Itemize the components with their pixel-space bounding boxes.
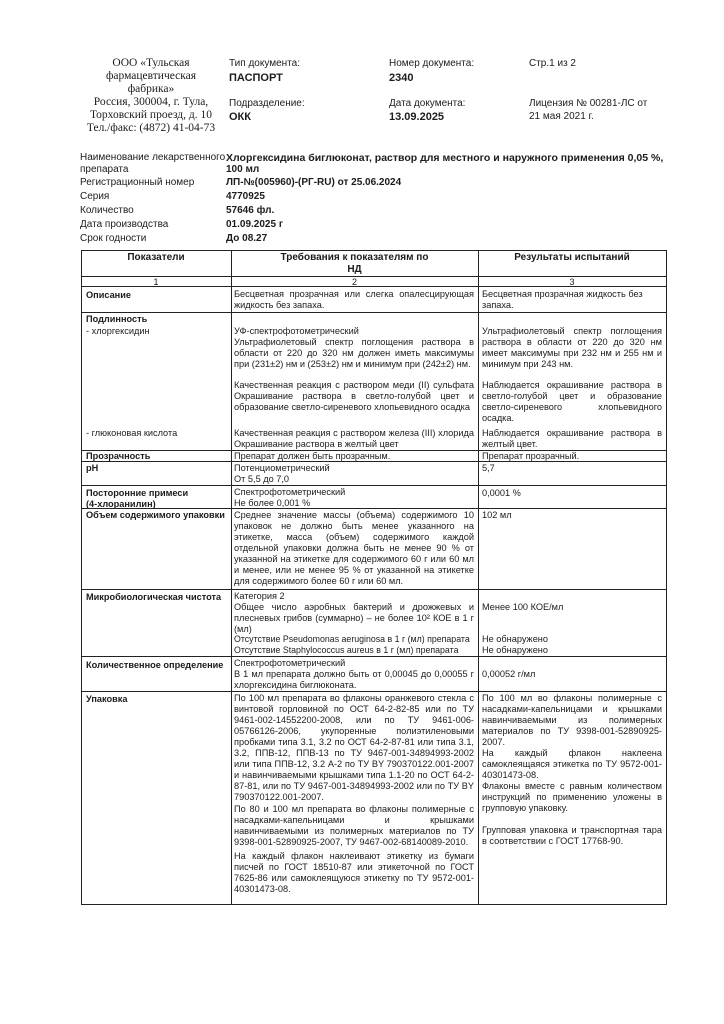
- row-quant-req-method: Спектрофотометрический: [234, 658, 346, 668]
- row-volume-name: Объем содержимого упаковки: [86, 510, 225, 520]
- row-identity-req-uv-method: УФ-спектрофотометрический: [234, 326, 359, 336]
- row-identity-req-iron: Качественная реакция с раствором железа (III) хлорида Окрашивание раствора в желтый цвет: [234, 428, 474, 449]
- row-identity-name: Подлинность: [86, 314, 148, 324]
- series-label: Серия: [80, 191, 110, 202]
- production-date-label: Дата производства: [80, 219, 169, 230]
- row-description-req: Бесцветная прозрачная или слегка опалесцирующая жидкость без запаха.: [234, 289, 474, 310]
- row-ph-name: pH: [86, 463, 99, 473]
- doc-date: 13.09.2025: [389, 111, 445, 123]
- row-micro-res-pseudomonas: Не обнаружено: [482, 634, 548, 644]
- col-header-requirements-line1: Требования к показателям по: [280, 252, 429, 263]
- series-value: 4770925: [226, 191, 265, 202]
- row-impurities-name: Посторонние примеси: [86, 488, 189, 498]
- row-identity-res-copper: Наблюдается окрашивание раствора в светло-голубой цвет и образование светло-сиреневого хлопьевидного осадка.: [482, 380, 662, 423]
- doc-type: ПАСПОРТ: [229, 72, 283, 84]
- row-packaging-res-transport: Групповая упаковка и транспортная тара в соответствии с ГОСТ 17768-90.: [482, 825, 662, 846]
- expiry-date: До 08.27: [226, 233, 268, 244]
- col-header-results: Результаты испытаний: [514, 252, 630, 263]
- quantity-label: Количество: [80, 205, 134, 216]
- row-impurities-name-2: (4-хлоранилин): [86, 499, 156, 508]
- row-quant-req: В 1 мл препарата должно быть от 0,00045 до 0,00055 г хлоргексидина биглюконата.: [234, 669, 474, 690]
- company-phone: Тел./факс: (4872) 41-04-73: [86, 122, 216, 134]
- row-packaging-req-glass: По 100 мл препарата во флаконы оранжевого стекла с винтовой горловиной по ОСТ 64-2-82-85 или по ТУ 9461-002-14552200-2008, или по ТУ 9461-006-05766126-2006, укупоренные полиэтиленовыми пробками типа 3.1, 3.2 по ОСТ 64-2-87-81 или типа 3.1, 3.2, ППВ-12, ППВ-13 по ТУ 9467-001-34894993-2002 или типа ППВ-12, 3.2 А-2 по ТУ BY 790370122.001-2007 и навинчиваемыми крышками типа 1.1-20 по ОСТ 64-2-87-81, или по ТУ 9467-001-34894993-2002 или по ТУ BY 790370122.001-2007.: [234, 693, 474, 802]
- product-name-label: Наименование лекарственного: [80, 152, 226, 163]
- row-transparency-name: Прозрачность: [86, 451, 151, 461]
- row-micro-req-pseudomonas: Отсутствие Pseudomonas aeruginosa в 1 г (мл) препарата: [234, 634, 470, 644]
- row-quant-res: 0,00052 г/мл: [482, 669, 536, 679]
- license-date: 21 мая 2021 г.: [529, 111, 594, 122]
- expiry-label: Срок годности: [80, 233, 147, 244]
- row-impurities-req-limit: Не более 0,001 %: [234, 498, 311, 508]
- license-number: Лицензия № 00281-ЛС от: [529, 98, 648, 109]
- company-block: [72, 57, 230, 135]
- col-header-requirements-line2: НД: [347, 264, 362, 275]
- company-name-line2: фармацевтическая: [105, 70, 197, 82]
- row-transparency-res: Препарат прозрачный.: [482, 451, 580, 461]
- row-volume-res: 102 мл: [482, 510, 512, 520]
- col-header-indicators: Показатели: [127, 252, 185, 263]
- row-identity-res-uv: Ультрафиолетовый спектр поглощения раствора в области от 220 до 320 нм имеет максимумы при 232 нм и 255 нм и минимум при 243 нм.: [482, 326, 662, 369]
- row-quant-name: Количественное определение: [86, 660, 224, 670]
- product-info: [80, 152, 680, 244]
- row-packaging-req-label: На каждый флакон наклеивают этикетку из бумаги писчей по ГОСТ 18510-87 или этикеточной по ГОСТ 7625-86 или самоклеящуюся этикетку по ТУ 9572-001-40301473-08.: [234, 851, 474, 894]
- product-name-label-2: препарата: [80, 164, 129, 175]
- row-packaging-res-label: На каждый флакон наклеена самоклеящаяся этикетка по ТУ 9572-001-40301473-08.: [482, 748, 662, 780]
- row-packaging-name: Упаковка: [86, 694, 128, 704]
- doc-number: 2340: [389, 72, 414, 84]
- row-micro-res-total: Менее 100 КОЕ/мл: [482, 602, 564, 612]
- production-date: 01.09.2025 г: [226, 219, 283, 230]
- row-micro-name: Микробиологическая чистота: [86, 592, 222, 602]
- row-description-res: Бесцветная прозрачная жидкость без запаха.: [482, 289, 643, 310]
- row-impurities-res: 0,0001 %: [482, 488, 521, 498]
- reg-label: Регистрационный номер: [80, 177, 195, 188]
- doc-number-label: Номер документа:: [389, 58, 475, 69]
- row-transparency-req: Препарат должен быть прозрачным.: [234, 451, 391, 461]
- row-ph-res: 5,7: [482, 463, 495, 473]
- row-identity-req-copper: Качественная реакция с раствором меди (II) сульфата Окрашивание раствора в светло-голубой цвет и образование светло-сиреневого хлопьевидного осадка: [234, 380, 474, 412]
- col-number-2: 2: [351, 277, 357, 287]
- company-name-line3: фабрика»: [127, 83, 175, 95]
- col-number-1: 1: [153, 277, 159, 287]
- row-ph-req-method: Потенциометрический: [234, 463, 330, 473]
- row-description-name: Описание: [86, 290, 131, 300]
- row-ph-req-range: От 5,5 до 7,0: [234, 474, 290, 484]
- row-packaging-res-group: Флаконы вместе с равным количеством инструкций по применению уложены в групповую упаковку.: [482, 781, 662, 813]
- company-address-line2: Торховский проезд, д. 10: [89, 109, 213, 121]
- row-micro-req-total: Общее число аэробных бактерий и дрожжевых и плесневых грибов (суммарно) – не более 10² КОЕ в 1 г (мл): [234, 602, 474, 634]
- division-label: Подразделение:: [229, 98, 305, 109]
- row-identity-sub-chlorhexidine: - хлоргексидин: [86, 326, 150, 336]
- row-volume-req: Среднее значение массы (объема) содержимого 10 упаковок не должно быть менее указанного на этикетке, масса (объем) содержимого каждой отдельной упаковки должна быть не менее 90 % от указанной на этикетке для содержимого 60 г или 60 мл и менее, или не менее 95 % от указанной на этикетке для содержимого более 60 г или 60 мл.: [234, 510, 474, 586]
- row-identity-req-uv: Ультрафиолетовый спектр поглощения раствора в области от 220 до 320 нм должен иметь максимумы при (231±2) нм и (253±2) нм и минимум при (242±2) нм.: [234, 337, 474, 369]
- reg-number: ЛП-№(005960)-(РГ-RU) от 25.06.2024: [226, 177, 402, 188]
- product-volume: 100 мл: [226, 164, 260, 175]
- page-number: Стр.1 из 2: [529, 58, 576, 69]
- row-packaging-res-polymer: По 100 мл во флаконы полимерные с насадками-капельницами и крышками навинчиваемыми из полимерных материалов по ТУ 9398-001-52890925-2007.: [482, 693, 662, 747]
- quantity-value: 57646 фл.: [226, 205, 275, 216]
- row-micro-req-category: Категория 2: [234, 591, 285, 601]
- row-packaging-req-polymer: По 80 и 100 мл препарата во флаконы полимерные с насадками-капельницами и крышками навинчиваемыми из полимерных материалов по ТУ 9398-001-52890925-2007, ТУ 9467-002-68140089-2010.: [234, 804, 474, 847]
- col-number-3: 3: [569, 277, 575, 287]
- company-address: Россия, 300004, г. Тула,: [93, 96, 209, 108]
- division: ОКК: [229, 111, 251, 123]
- company-name: ООО «Тульская: [112, 57, 190, 69]
- row-micro-req-staphylococcus: Отсутствие Staphylococcus aureus в 1 г (мл) препарата: [234, 645, 459, 655]
- doc-date-label: Дата документа:: [389, 98, 466, 109]
- row-impurities-req-method: Спектрофотометрический: [234, 487, 346, 497]
- col-header-requirements: [231, 252, 478, 276]
- product-name: Хлоргексидина биглюконат, раствор для местного и наружного применения 0,05 %,: [226, 152, 664, 164]
- row-identity-sub-gluconic: - глюконовая кислота: [86, 428, 178, 438]
- row-micro-res-staphylococcus: Не обнаружено: [482, 645, 548, 655]
- row-identity-res-iron: Наблюдается окрашивание раствора в желтый цвет.: [482, 428, 662, 449]
- doc-type-label: Тип документа:: [229, 58, 300, 69]
